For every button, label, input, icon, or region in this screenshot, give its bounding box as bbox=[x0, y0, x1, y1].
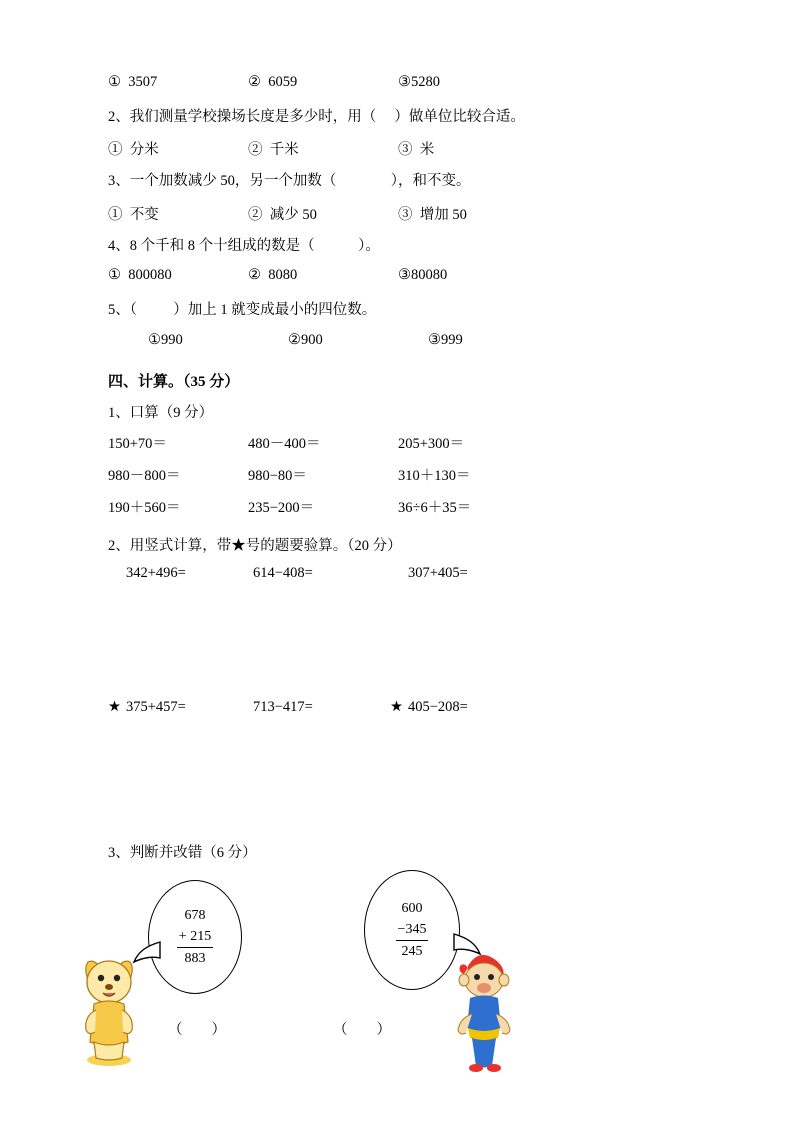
oral-item: 980－800＝ bbox=[108, 467, 181, 484]
oral-item: 205+300＝ bbox=[398, 435, 465, 452]
question-3-options bbox=[108, 203, 698, 225]
vertical-row-2 bbox=[108, 699, 698, 723]
star-icon: ★ bbox=[108, 698, 121, 715]
option-1b: ② 6059 bbox=[248, 74, 298, 90]
vertical-item: 375+457= bbox=[126, 698, 186, 715]
subtrahend: −345 bbox=[396, 919, 429, 941]
work-space-1 bbox=[108, 589, 698, 693]
option-3a: ① 不变 bbox=[108, 206, 159, 223]
bubble-left-content bbox=[149, 905, 241, 969]
question-2-text: 2、我们测量学校操场长度是多少时，用（ ）做单位比较合适。 bbox=[108, 109, 525, 125]
oral-item: 980−80＝ bbox=[248, 467, 307, 484]
option-3b: ② 减少 50 bbox=[248, 206, 317, 223]
speech-bubble-right bbox=[364, 870, 460, 990]
vertical-item: 307+405= bbox=[408, 564, 468, 581]
subsection-3-heading: 3、判断并改错（6 分） bbox=[108, 844, 257, 861]
oral-item: 310＋130＝ bbox=[398, 467, 471, 484]
difference: 245 bbox=[401, 943, 423, 959]
option-4b: ② 8080 bbox=[248, 267, 298, 284]
answer-paren-right: （ ） bbox=[333, 1021, 391, 1038]
minuend: 600 bbox=[401, 900, 423, 916]
oral-item: 36÷6＋35＝ bbox=[398, 499, 472, 516]
question-4-text: 4、8 个千和 8 个十组成的数是（ ）。 bbox=[108, 237, 380, 254]
work-space-2 bbox=[108, 723, 698, 841]
addend-2: + 215 bbox=[177, 926, 213, 948]
vertical-row-1 bbox=[108, 565, 698, 589]
vertical-item: 614−408= bbox=[253, 564, 313, 581]
option-5a: ①990 bbox=[148, 331, 183, 348]
option-4a: ① 800080 bbox=[108, 267, 172, 284]
judge-area bbox=[108, 868, 698, 1083]
question-1-options bbox=[108, 74, 698, 96]
question-4-options bbox=[108, 267, 698, 289]
question-5-text: 5、（ ）加上 1 就变成最小的四位数。 bbox=[108, 302, 377, 319]
oral-item: 235−200＝ bbox=[248, 499, 315, 516]
option-4c: ③80080 bbox=[398, 267, 448, 284]
vertical-item: 342+496= bbox=[126, 564, 186, 581]
speech-bubble-left bbox=[148, 880, 242, 994]
oral-item: 480－400＝ bbox=[248, 435, 321, 452]
option-2b: ② 千米 bbox=[248, 142, 299, 159]
bubble-right-content bbox=[365, 898, 459, 962]
vertical-item: 713−417= bbox=[253, 698, 313, 715]
option-3c: ③ 增加 50 bbox=[398, 206, 467, 223]
option-5b: ②900 bbox=[288, 331, 323, 348]
subsection-1-heading: 1、口算（9 分） bbox=[108, 404, 214, 421]
monkey-mascot-icon bbox=[448, 944, 522, 1074]
vertical-item: 405−208= bbox=[408, 698, 468, 715]
oral-item: 150+70＝ bbox=[108, 435, 167, 452]
sum: 883 bbox=[184, 950, 206, 966]
oral-row-2 bbox=[108, 464, 698, 488]
oral-row-3 bbox=[108, 496, 698, 520]
section-4-heading: 四、计算。（35 分） bbox=[108, 373, 240, 390]
exam-content bbox=[108, 74, 698, 1083]
option-1a: ① 3507 bbox=[108, 74, 158, 90]
oral-row-1 bbox=[108, 432, 698, 456]
option-1c: ③5280 bbox=[398, 74, 440, 90]
subsection-2-heading: 2、用竖式计算，带★号的题要验算。（20 分） bbox=[108, 537, 402, 554]
oral-item: 190＋560＝ bbox=[108, 499, 181, 516]
answer-paren-left: （ ） bbox=[168, 1021, 226, 1038]
question-5-options bbox=[108, 332, 698, 354]
question-2-options bbox=[108, 138, 698, 160]
dog-mascot-icon bbox=[70, 938, 148, 1068]
option-2c: ③ 米 bbox=[398, 142, 435, 159]
option-5c: ③999 bbox=[428, 331, 463, 348]
addend-1: 678 bbox=[184, 907, 206, 923]
question-3-text: 3、一个加数减少 50，另一个加数（ ），和不变。 bbox=[108, 173, 471, 190]
star-icon: ★ bbox=[390, 698, 403, 715]
option-2a: ① 分米 bbox=[108, 142, 159, 159]
